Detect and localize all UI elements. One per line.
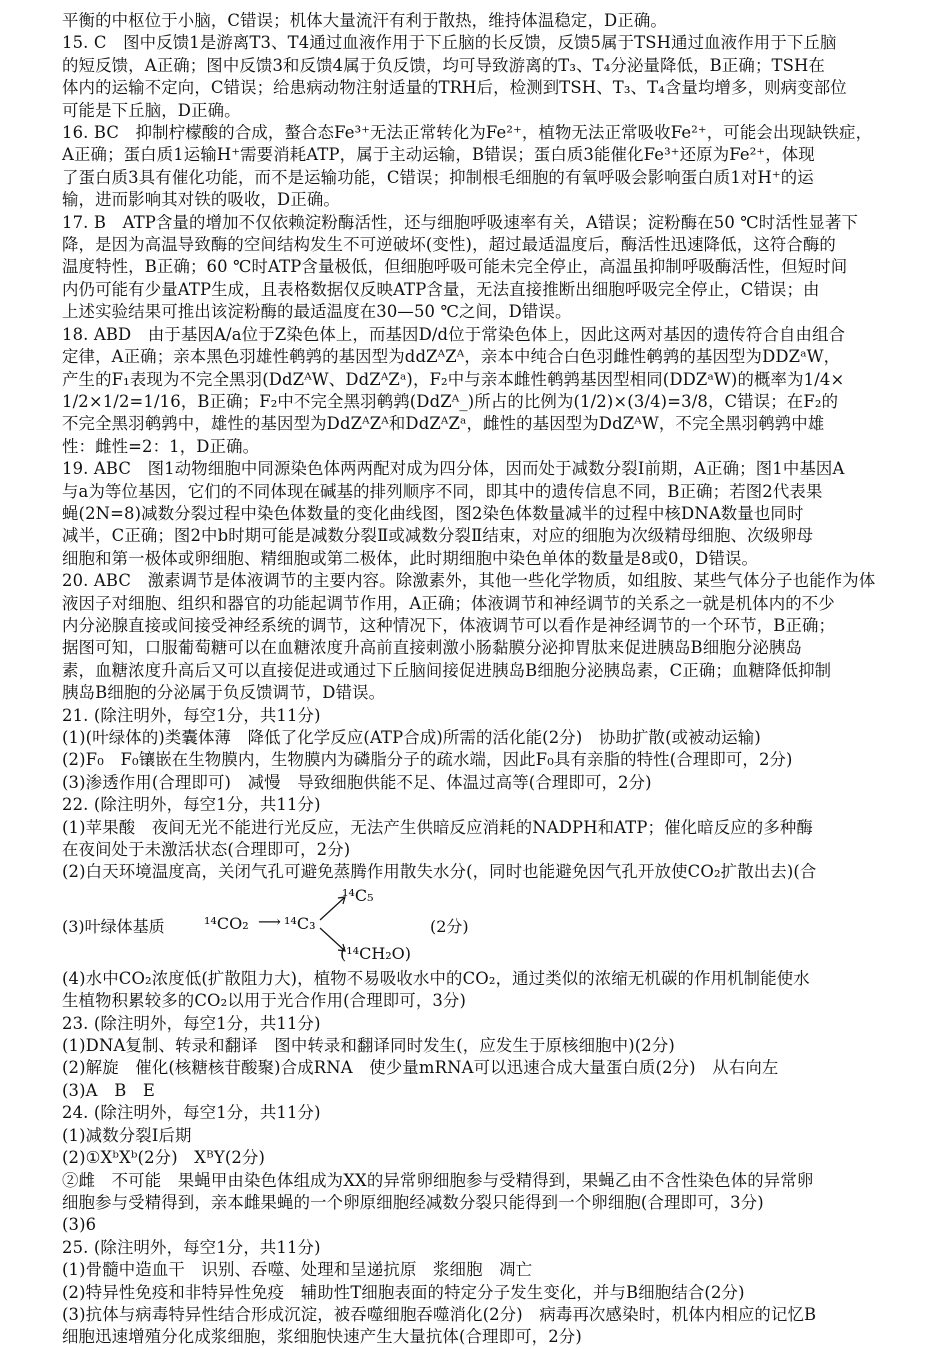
- text-line: (1)(叶绿体的)类囊体薄 降低了化学反应(ATP合成)所需的活化能(2分) 协助扩散(或被动运输): [62, 728, 761, 747]
- text-line: 减半，C正确；图2中b时期可能是减数分裂Ⅱ或减数分裂Ⅱ结束，对应的细胞为次级精母细胞、次级卵母: [62, 526, 814, 546]
- text-line: 15. C 图中反馈1是游离T3、T4通过血液作用于下丘脑的长反馈，反馈5属于TSH通过血液作用于下丘脑: [62, 33, 837, 53]
- text-line: (3)A B E: [62, 1080, 156, 1100]
- text-line: 22. (除注明外，每空1分，共11分): [62, 795, 321, 815]
- text-line: 20. ABC 激素调节是体液调节的主要内容。除激素外，其他一些化学物质，如组胺、某些气体分子也能作为体: [62, 571, 876, 591]
- text-line: (2)F₀ F₀镶嵌在生物膜内，生物膜内为磷脂分子的疏水端，因此F₀具有亲脂的特性(合理即可，2分): [62, 750, 793, 770]
- text-line: 24. (除注明外，每空1分，共11分): [62, 1103, 321, 1123]
- text-line: A正确；蛋白质1运输H⁺需要消耗ATP，属于主动运输，B错误；蛋白质3能催化Fe³⁺还原为Fe²⁺，体现: [62, 145, 815, 165]
- text-line: (1)DNA复制、转录和翻译 图中转录和翻译同时发生(，应发生于原核细胞中)(2分): [62, 1036, 675, 1056]
- text-line: 液因子对细胞、组织和器官的功能起调节作用，A正确；体液调节和神经调节的关系之一就是机体内的不少: [62, 593, 835, 613]
- text-line: 性：雌性=2：1，D正确。: [62, 436, 260, 456]
- text-line: 在夜间处于未激活状态(合理即可，2分): [62, 840, 351, 860]
- text-line: 23. (除注明外，每空1分，共11分): [62, 1013, 321, 1033]
- text-line: 蝇(2N=8)减数分裂过程中染色体数量的变化曲线图，图2染色体数量减半的过程中核DNA数量也同时: [62, 503, 804, 523]
- text-line: 内仍可能有少量ATP生成，且表格数据仅反映ATP含量，无法直接推断出细胞呼吸完全停止，C错误；由: [62, 279, 820, 299]
- co2-label: ¹⁴CO₂: [204, 913, 249, 933]
- text-line: 19. ABC 图1动物细胞中同源染色体两两配对成为四分体，因而处于减数分裂Ⅰ前期，A正确；图1中基因A: [62, 459, 845, 479]
- answer-page: [62, 10, 924, 1349]
- text-line: 平衡的中枢位于小脑，C错误；机体大量流汗有利于散热，维持体温稳定，D正确。: [62, 11, 667, 30]
- text-line: (3)抗体与病毒特异性结合形成沉淀，被吞噬细胞吞噬消化(2分) 病毒再次感染时，机体内相应的记忆B: [62, 1304, 817, 1324]
- text-line: 的短反馈，A正确；图中反馈3和反馈4属于负反馈，均可导致游离的T₃、T₄分泌量降低，B正确；TSH在: [62, 55, 825, 75]
- text-line: 细胞迅速增殖分化成浆细胞，浆细胞快速产生大量抗体(合理即可，2分): [62, 1327, 582, 1347]
- text-line: (1)苹果酸 夜间无光不能进行光反应，无法产生供暗反应消耗的NADPH和ATP；催化暗反应的多种酶: [62, 817, 813, 837]
- text-line: 胰岛B细胞的分泌属于负反馈调节，D错误。: [62, 683, 386, 703]
- text-line: 可能是下丘脑，D正确。: [62, 100, 241, 120]
- text-line: 定律，A正确；亲本黑色羽雄性鹌鹑的基因型为ddZᴬZᴬ，亲本中纯合白色羽雌性鹌鹑的基因型为DDZᵃW，: [62, 347, 841, 367]
- text-block-2: [62, 968, 924, 1349]
- c5-label: ¹⁴C₅: [342, 885, 374, 905]
- text-line: ②雌 不可能 果蝇甲由染色体组成为XX的异常卵细胞参与受精得到，果蝇乙由不含性染色体的异常卵: [62, 1170, 814, 1190]
- text-line: 生植物积累较多的CO₂以用于光合作用(合理即可，3分): [62, 991, 467, 1011]
- text-line: (3)6: [62, 1215, 97, 1235]
- text-line: 不完全黑羽鹌鹑中，雄性的基因型为DdZᴬZᴬ和DdZᴬZᵃ，雌性的基因型为DdZᴬW，不完全黑羽鹌鹑中雄: [62, 414, 825, 434]
- ch2o-label: (¹⁴CH₂O): [340, 943, 412, 963]
- text-line: 17. B ATP含量的增加不仅依赖淀粉酶活性，还与细胞呼吸速率有关，A错误；淀粉酶在50 ℃时活性显著下: [62, 212, 859, 232]
- text-line: 素，血糖浓度升高后又可以直接促进或通过下丘脑间接促进胰岛B细胞分泌胰岛素，C正确；血糖降低抑制: [62, 660, 832, 680]
- text-line: 25. (除注明外，每空1分，共11分): [62, 1237, 321, 1257]
- text-line: 16. BC 抑制柠檬酸的合成，螯合态Fe³⁺无法正常转化为Fe²⁺，植物无法正常吸收Fe²⁺，可能会出现缺铁症，: [62, 123, 873, 143]
- text-line: 体内的运输不定向，C错误；给患病动物注射适量的TRH后，检测到TSH、T₃、T₄含量均增多，则病变部位: [62, 78, 847, 98]
- text-line: 与a为等位基因，它们的不同体现在碱基的排列顺序不同，即其中的遗传信息不同，B正确；若图2代表果: [62, 481, 823, 501]
- text-line: 降，是因为高温导致酶的空间结构发生不可逆破坏(变性)，超过最适温度后，酶活性迅速降低，这符合酶的: [62, 235, 836, 255]
- carbon-fixation-diagram: [62, 884, 924, 968]
- text-line: (2)①XᵇXᵇ(2分) XᴮY(2分): [62, 1148, 266, 1168]
- text-line: 细胞和第一极体或卵细胞、精细胞或第二极体，此时期细胞中染色单体的数量是8或0，D错误。: [62, 548, 759, 568]
- text-line: 21. (除注明外，每空1分，共11分): [62, 705, 321, 725]
- text-block-1: [62, 10, 924, 884]
- c3-label: ¹⁴C₃: [284, 913, 316, 933]
- diagram-score: (2分): [430, 916, 469, 936]
- text-line: 输，进而影响其对铁的吸收，D正确。: [62, 190, 340, 210]
- text-line: (4)水中CO₂浓度低(扩散阻力大)，植物不易吸收水中的CO₂，通过类似的浓缩无机碳的作用机制能使水: [62, 968, 810, 988]
- text-line: (1)骨髓中造血干 识别、吞噬、处理和呈递抗原 浆细胞 凋亡: [62, 1260, 533, 1280]
- diagram-prefix: (3)叶绿体基质: [62, 916, 165, 936]
- text-line: 1/2×1/2=1/16，B正确；F₂中不完全黑羽鹌鹑(DdZᴬ_)所占的比例为(1/2)×(3/4)=3/8，C错误；在F₂的: [62, 391, 839, 411]
- text-line: (1)减数分裂Ⅰ后期: [62, 1125, 192, 1145]
- text-line: 上述实验结果可推出该淀粉酶的最适温度在30—50 ℃之间，D错误。: [62, 302, 572, 322]
- text-line: (2)特异性免疫和非特异性免疫 辅助性T细胞表面的特定分子发生变化，并与B细胞结合(2分): [62, 1282, 745, 1302]
- text-line: 温度特性，B正确；60 ℃时ATP含量极低，但细胞呼吸可能未完全停止，高温虽抑制呼吸酶活性，但短时间: [62, 257, 848, 277]
- text-line: (2)白天环境温度高，关闭气孔可避免蒸腾作用散失水分(，同时也能避免因气孔开放使CO₂扩散出去)(合: [62, 862, 817, 882]
- text-line: 18. ABD 由于基因A/a位于Z染色体上，而基因D/d位于常染色体上，因此这两对基因的遗传符合自由组合: [62, 324, 846, 344]
- text-line: (3)渗透作用(合理即可) 减慢 导致细胞供能不足、体温过高等(合理即可，2分): [62, 772, 652, 792]
- text-line: 细胞参与受精得到，亲本雌果蝇的一个卵原细胞经减数分裂只能得到一个卵细胞(合理即可，3分): [62, 1192, 764, 1212]
- arrow-icon: ⟶: [258, 911, 281, 931]
- text-line: 内分泌腺直接或间接受神经系统的调节，这种情况下，体液调节可以看作是神经调节的一个环节，B正确；: [62, 615, 836, 635]
- text-line: (2)解旋 催化(核糖核苷酸聚)合成RNA 使少量mRNA可以迅速合成大量蛋白质(2分) 从右向左: [62, 1058, 779, 1078]
- text-line: 了蛋白质3具有催化功能，而不是运输功能，C错误；抑制根毛细胞的有氧呼吸会影响蛋白质1对H⁺的运: [62, 167, 814, 187]
- text-line: 据图可知，口服葡萄糖可以在血糖浓度升高前直接刺激小肠黏膜分泌抑胃肽来促进胰岛B细胞分泌胰岛: [62, 638, 802, 658]
- text-line: 产生的F₁表现为不完全黑羽(DdZᴬW、DdZᴬZᵃ)，F₂中与亲本雌性鹌鹑基因型相同(DDZᵃW)的概率为1/4×: [62, 369, 845, 389]
